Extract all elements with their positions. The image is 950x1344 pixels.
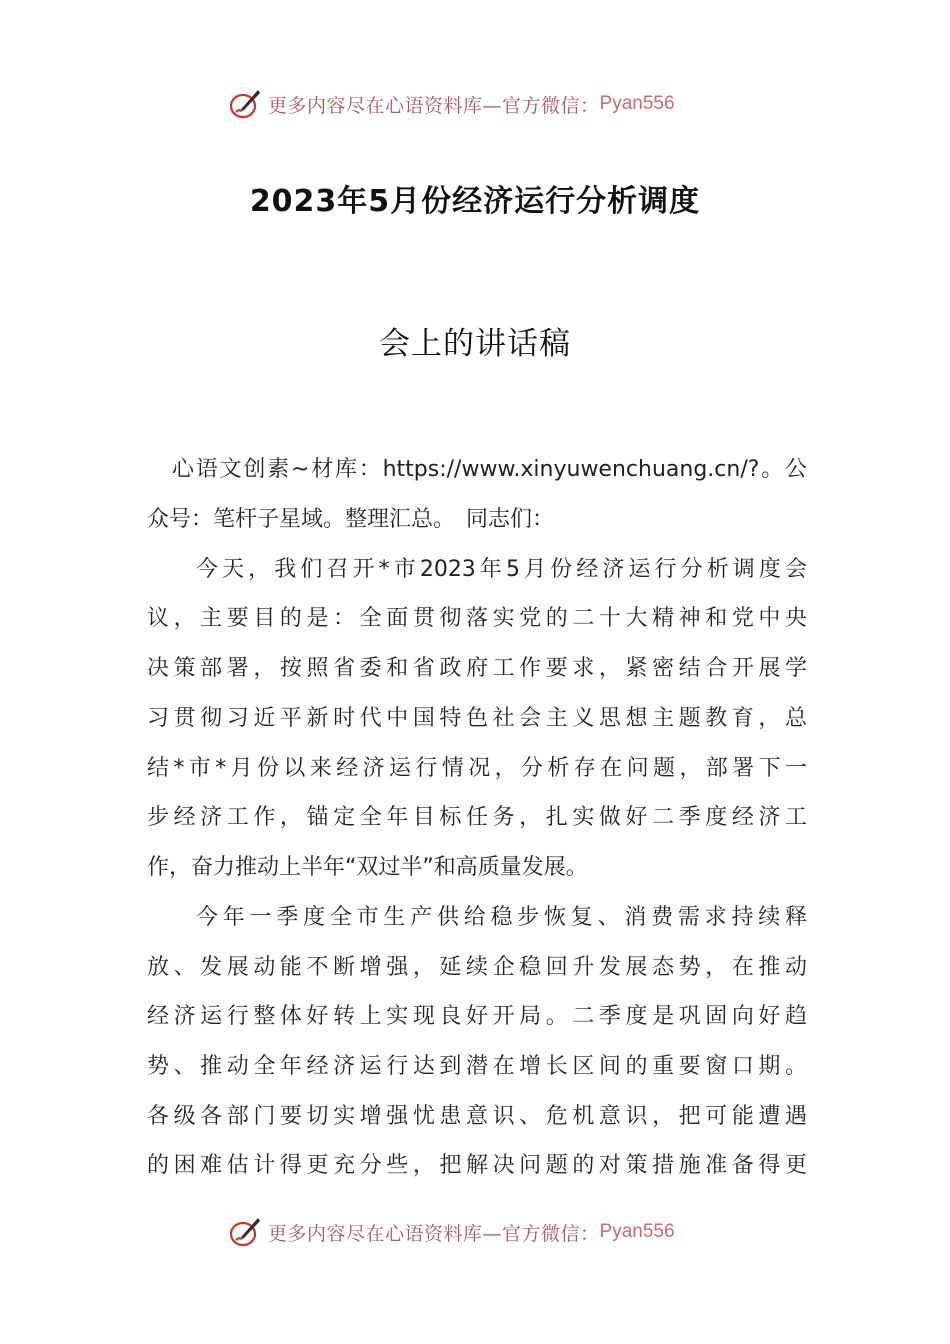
body-line: 作，奋力推动上半年“双过半”和高质量发展。: [147, 855, 588, 880]
body-line: 今天，我们召开*市2023年5月份经济运行分析调度会: [196, 557, 807, 582]
banner-wechat-id: Pyan556: [599, 1221, 675, 1242]
document-title-line-1: 2023年5月份经济运行分析调度: [249, 184, 701, 219]
document-title-line-2: 会上的讲话稿: [379, 326, 571, 362]
banner-wechat-id: Pyan556: [599, 93, 675, 114]
banner-text: 更多内容尽在心语资料库—官方微信：: [268, 94, 600, 117]
quill-logo-icon: [228, 1215, 262, 1249]
banner-text: 更多内容尽在心语资料库—官方微信：: [268, 1222, 600, 1245]
body-line: 心语文创素~材库：https://www.xinyuwenchuang.cn/?。公: [172, 457, 807, 482]
body-line: 今年一季度全市生产供给稳步恢复、消费需求持续释: [196, 905, 807, 930]
quill-logo-icon: [228, 87, 262, 121]
body-line: 习贯彻习近平新时代中国特色社会主义思想主题教育，总: [147, 706, 807, 731]
body-line: 步经济工作，锚定全年目标任务，扎实做好二季度经济工: [147, 805, 807, 830]
body-line: 结*市*月份以来经济运行情况，分析存在问题，部署下一: [147, 756, 807, 781]
body-line: 势、推动全年经济运行达到潜在增长区间的重要窗口期。: [147, 1054, 807, 1079]
body-line: 众号：笔杆子星域。整理汇总。 同志们：: [147, 507, 555, 532]
body-line: 经济运行整体好转上实现良好开局。二季度是巩固向好趋: [147, 1004, 807, 1029]
body-line: 放、发展动能不断增强，延续企稳回升发展态势，在推动: [147, 955, 807, 980]
header-banner: [0, 84, 950, 124]
body-line: 各级各部门要切实增强忧患意识、危机意识，把可能遭遇: [147, 1104, 807, 1129]
body-line: 决策部署，按照省委和省政府工作要求，紧密结合开展学: [147, 656, 807, 681]
body-line: 议，主要目的是：全面贯彻落实党的二十大精神和党中央: [147, 606, 807, 631]
footer-banner: [0, 1212, 950, 1252]
body-line: 的困难估计得更充分些，把解决问题的对策措施准备得更: [147, 1153, 807, 1178]
